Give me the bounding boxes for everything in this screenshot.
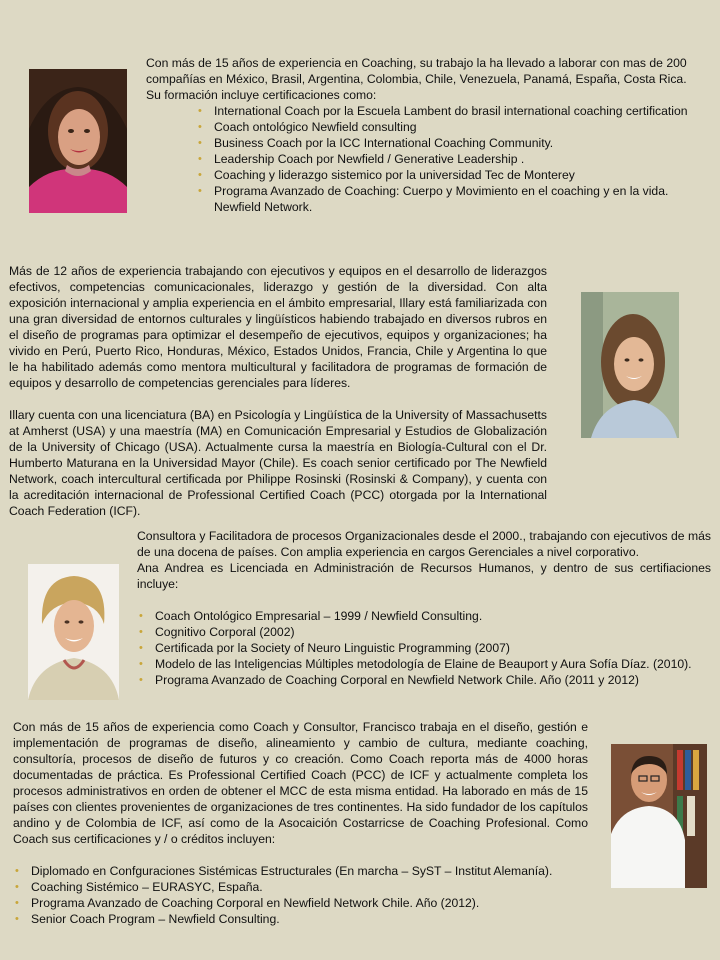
section4-paragraph-1: Con más de 15 años de experiencia como Coach y Consultor, Francisco trabaja en el diseño, gestión e implementación de programas de diseño, alineamiento y cambio de cultura, mediante coaching, consultoría, procesos de diseño de futuros y co creación. Como Coach reporta más de 4000 horas documentadas de práctica. Es Professional Certified Coach (PCC) de ICF y actualmente completa los procesos administrativos en orden de obtener el MCC de esta misma entidad. Ha laborado en más de 15 países con clientes provenientes de organizaciones de tres continentes. Ha sido fundador de los capítulos andino y de Colombia de ICF, así como de la Asocaición Costarricse de Coaching Profesional. Como Coach sus certificaciones y / o créditos incluyen: [13, 720, 588, 846]
section1-text [146, 55, 694, 215]
list-item: • Coaching Sistémico – EURASYC, España. [13, 879, 588, 895]
section2-text [9, 263, 547, 519]
section3-text [137, 528, 711, 688]
list-item: • Coach ontológico Newfield consulting [196, 119, 694, 135]
list-item: • Cognitivo Corporal (2002) [137, 624, 711, 640]
list-item: • Leadership Coach por Newfield / Generative Leadership . [196, 151, 694, 167]
section1-intro: Con más de 15 años de experiencia en Coaching, su trabajo la ha llevado a laborar con mas de 200 compañías en México, Brasil, Argentina, Colombia, Chile, Venezuela, Panamá, España, Costa Rica. [146, 56, 687, 86]
list-item: • Certificada por la Society of Neuro Linguistic Programming (2007) [137, 640, 711, 656]
list-item: • Diplomado en Confguraciones Sistémicas Estructurales (En marcha – SyST – Institut Alemanía). [13, 863, 588, 879]
list-item: • Modelo de las Inteligencias Múltiples metodología de Elaine de Beauport y Aura Sofía Díaz. (2010). [137, 656, 711, 672]
list-item: • Programa Avanzado de Coaching Corporal en Newfield Network Chile. Año (2012). [13, 895, 588, 911]
coach-photo-1 [29, 69, 127, 213]
section1-lead: Su formación incluye certificaciones como: [146, 88, 377, 102]
list-item: • Senior Coach Program – Newfield Consulting. [13, 911, 588, 927]
section2-paragraph-1: Más de 12 años de experiencia trabajando con ejecutivos y equipos en el desarrollo de liderazgos efectivos, competencias comunicacionales, liderazgo y gestión de la diversidad. Con alta exposición internacional y amplia experiencia en el ámbito empresarial, Illary está familiarizada con una gran diversidad de entornos culturales y lingüísticos habiendo trabajado en diversos rubros en el diseño de programas para optimizar el desempeño de ejecutivos, equipos y organizaciones; ha vivido en Perú, Puerto Rico, Honduras, México, Estados Unidos, Francia, Chile y Argentina lo que le ha habilitado además como mentora multicultural y facilitadora de programas de formación de equipos y desarrollo de competencias gerenciales para líderes. [9, 264, 547, 390]
coach-photo-2 [581, 292, 679, 438]
section2-paragraph-2: Illary cuenta con una licenciatura (BA) en Psicología y Lingüística de la University of Massachusetts at Amherst (USA) y una maestría (MA) en Comunicación Empresarial y Estudios de Globalización de la University of Chicago (USA). Actualmente cursa la maestría en Biología-Cultural con el Dr. Humberto Maturana en la Universidad Mayor (Chile). Es coach senior certificado por The Newfield Network, coach intercultural certificada por Philippe Rosinski (Rosinski & Company), y cuenta con la acreditación internacional de Professional Certified Coach (PCC) otorgada por la International Coach Federation (ICF). [9, 408, 547, 518]
section4-text [13, 719, 588, 927]
section3-certifications [137, 608, 711, 688]
list-item: • Programa Avanzado de Coaching: Cuerpo y Movimiento en el coaching y en la vida. Newfield Network. [196, 183, 694, 215]
section3-paragraph-2: Ana Andrea es Licenciada en Administración de Recursos Humanos, y dentro de sus certifiaciones incluye: [137, 561, 711, 591]
list-item: • International Coach por la Escuela Lambent do brasil international coaching certification [196, 103, 694, 119]
list-item: • Business Coach por la ICC International Coaching Community. [196, 135, 694, 151]
section1-certifications [196, 103, 694, 215]
list-item: • Coaching y liderazgo sistemico por la universidad Tec de Monterey [196, 167, 694, 183]
section3-paragraph-1: Consultora y Facilitadora de procesos Organizacionales desde el 2000., trabajando con ejecutivos de más de una docena de países. Con amplia experiencia en cargos Gerenciales a nivel corporativo. [137, 529, 711, 559]
section4-certifications [13, 863, 588, 927]
coach-photo-4 [611, 744, 707, 888]
list-item: • Programa Avanzado de Coaching Corporal en Newfield Network Chile. Año (2011 y 2012) [137, 672, 711, 688]
list-item: • Coach Ontológico Empresarial – 1999 / Newfield Consulting. [137, 608, 711, 624]
coach-photo-3 [28, 564, 119, 700]
